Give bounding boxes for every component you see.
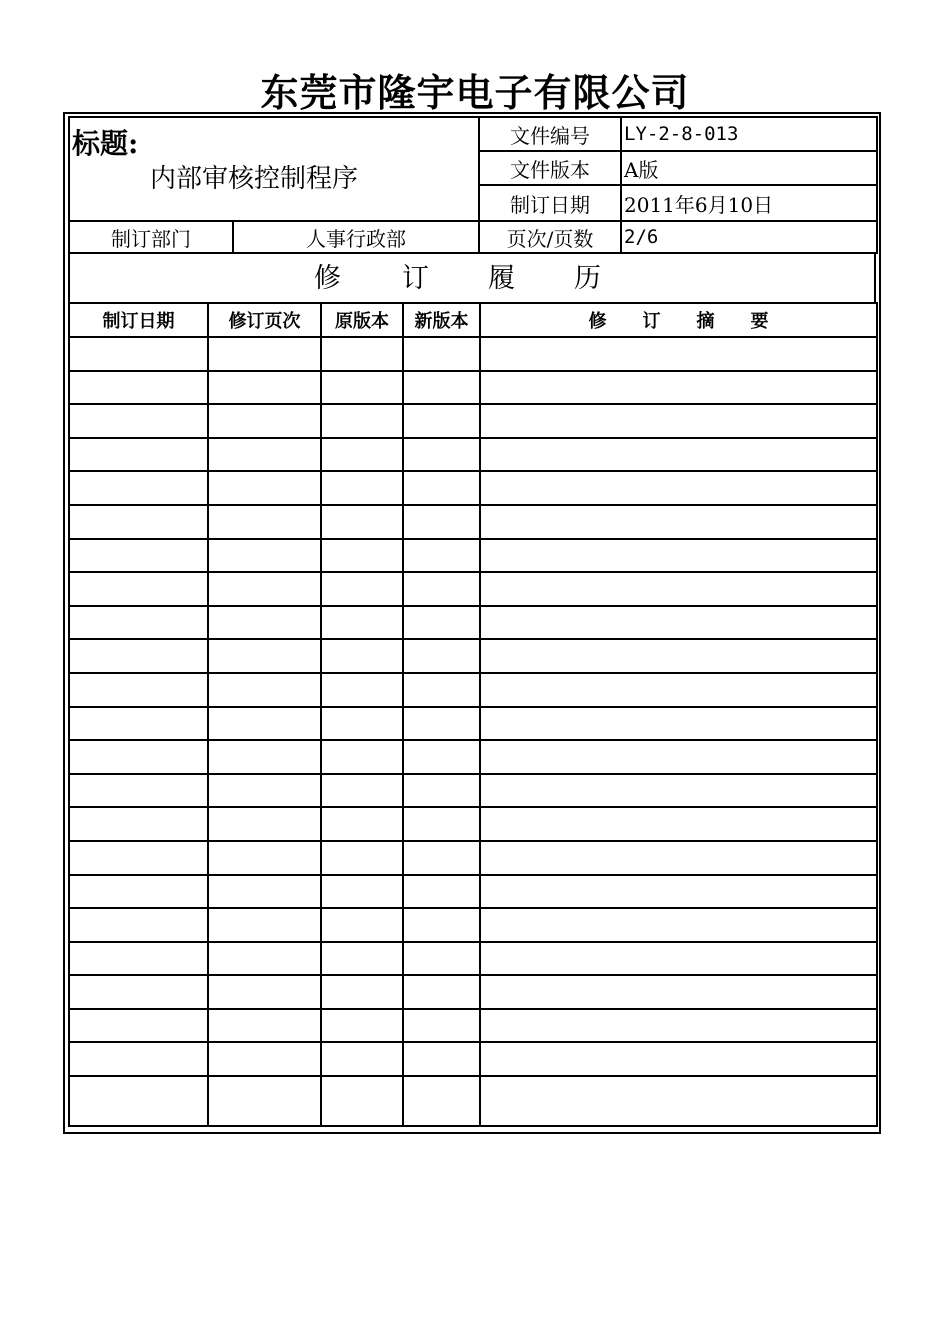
table-cell [403,1076,480,1126]
table-cell [208,774,321,808]
table-cell [403,1042,480,1076]
doc-number-value: LY-2-8-013 [621,117,877,151]
table-row [69,740,877,774]
table-cell [208,404,321,438]
table-cell [403,774,480,808]
table-row [69,673,877,707]
table-cell [208,539,321,573]
title-label: 标题: [72,127,139,160]
table-row [69,774,877,808]
table-cell [69,438,208,472]
revision-rows [69,337,877,1126]
table-row [69,471,877,505]
revision-title-char: 履 [488,263,515,294]
table-cell [321,505,403,539]
table-cell [403,371,480,405]
table-cell [480,1076,877,1126]
table-row [69,807,877,841]
dept-value: 人事行政部 [233,221,479,253]
col-header-date: 制订日期 [69,303,208,337]
col-header-page: 修订页次 [208,303,321,337]
table-cell [208,639,321,673]
table-cell [403,438,480,472]
table-cell [69,337,208,371]
table-cell [480,807,877,841]
table-row [69,707,877,741]
table-cell [69,707,208,741]
table-cell [321,371,403,405]
table-row [69,337,877,371]
table-cell [321,807,403,841]
table-row [69,975,877,1009]
table-cell [480,471,877,505]
table-cell [403,875,480,909]
table-cell [321,471,403,505]
table-cell [321,774,403,808]
table-cell [208,1076,321,1126]
table-cell [321,673,403,707]
table-cell [480,404,877,438]
table-cell [208,908,321,942]
table-row [69,371,877,405]
table-cell [208,371,321,405]
table-cell [321,606,403,640]
table-cell [480,875,877,909]
table-cell [403,404,480,438]
table-cell [480,740,877,774]
table-cell [480,707,877,741]
table-cell [321,942,403,976]
table-cell [403,639,480,673]
table-cell [208,337,321,371]
table-cell [480,337,877,371]
table-cell [208,438,321,472]
table-cell [321,841,403,875]
table-cell [321,438,403,472]
table-cell [208,673,321,707]
table-cell [69,841,208,875]
table-cell [321,975,403,1009]
table-row [69,875,877,909]
table-cell [321,1009,403,1043]
table-row [69,1076,877,1126]
table-cell [321,1042,403,1076]
table-row [69,539,877,573]
issue-date-label: 制订日期 [479,185,621,221]
table-cell [69,572,208,606]
table-row [69,438,877,472]
table-cell [321,875,403,909]
table-cell [208,841,321,875]
table-cell [69,1009,208,1043]
table-cell [69,1076,208,1126]
document-header-table [68,116,878,254]
table-cell [69,1042,208,1076]
page-label: 页次/页数 [479,221,621,253]
table-cell [69,774,208,808]
table-cell [208,606,321,640]
table-cell [208,572,321,606]
table-cell [321,740,403,774]
table-cell [69,673,208,707]
table-cell [321,539,403,573]
col-header-new-version: 新版本 [403,303,480,337]
table-cell [480,673,877,707]
table-cell [69,807,208,841]
table-cell [69,371,208,405]
table-cell [480,639,877,673]
table-row [69,1009,877,1043]
table-cell [403,471,480,505]
table-row [69,404,877,438]
table-cell [208,875,321,909]
table-cell [208,471,321,505]
company-name: 东莞市隆宇电子有限公司 [260,70,690,115]
table-cell [208,975,321,1009]
table-cell [69,471,208,505]
table-row [69,942,877,976]
table-cell [69,606,208,640]
table-cell [403,707,480,741]
table-cell [208,740,321,774]
table-cell [69,740,208,774]
table-cell [403,807,480,841]
table-cell [69,975,208,1009]
table-cell [208,942,321,976]
title-cell [69,117,479,221]
table-cell [69,875,208,909]
table-cell [321,337,403,371]
doc-version-label: 文件版本 [479,151,621,185]
revision-history-table [68,302,878,1127]
table-cell [321,572,403,606]
table-cell [403,1009,480,1043]
table-cell [480,572,877,606]
dept-label: 制订部门 [69,221,233,253]
table-row [69,639,877,673]
table-row [69,908,877,942]
table-cell [480,1042,877,1076]
table-cell [480,774,877,808]
page-value: 2/6 [621,221,877,253]
table-cell [321,404,403,438]
table-cell [69,404,208,438]
table-row [69,841,877,875]
table-cell [208,1009,321,1043]
table-cell [403,572,480,606]
table-cell [403,673,480,707]
col-header-old-version: 原版本 [321,303,403,337]
table-cell [69,908,208,942]
table-cell [403,942,480,976]
table-cell [208,807,321,841]
table-cell [208,707,321,741]
table-row [69,1042,877,1076]
doc-number-label: 文件编号 [479,117,621,151]
table-cell [480,606,877,640]
table-cell [480,908,877,942]
table-row [69,606,877,640]
table-cell [480,942,877,976]
table-cell [403,606,480,640]
table-cell [69,539,208,573]
doc-version-value: A版 [621,151,877,185]
col-header-summary: 修 订 摘 要 [480,303,877,337]
table-cell [321,908,403,942]
revision-title-char: 历 [574,263,601,294]
table-cell [480,438,877,472]
revision-history-banner [68,254,876,302]
table-cell [403,337,480,371]
table-cell [403,539,480,573]
table-cell [480,1009,877,1043]
table-cell [480,975,877,1009]
table-row [69,505,877,539]
table-row [69,572,877,606]
table-cell [321,639,403,673]
table-cell [403,505,480,539]
table-cell [69,942,208,976]
table-cell [480,539,877,573]
table-cell [69,505,208,539]
table-cell [69,639,208,673]
table-cell [321,707,403,741]
table-cell [208,1042,321,1076]
table-cell [480,371,877,405]
revision-title-char: 修 [314,263,341,294]
issue-date-value: 2011年6月10日 [621,185,877,221]
table-cell [403,975,480,1009]
table-cell [480,505,877,539]
revision-title-char: 订 [402,263,429,294]
table-cell [403,841,480,875]
table-cell [403,740,480,774]
table-cell [321,1076,403,1126]
table-cell [480,841,877,875]
document-title: 内部审核控制程序 [150,164,359,194]
table-cell [403,908,480,942]
table-cell [208,505,321,539]
